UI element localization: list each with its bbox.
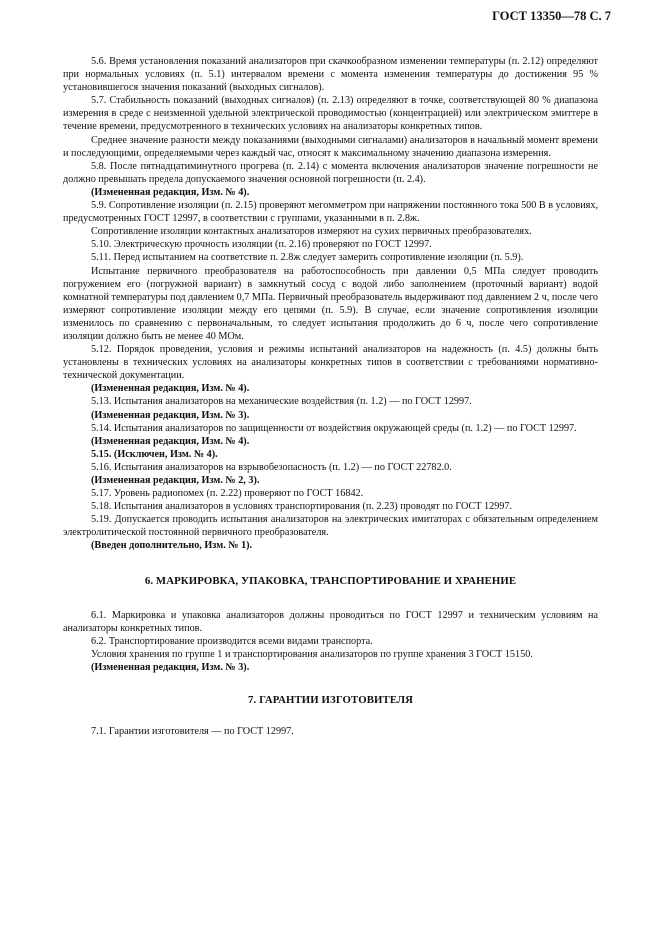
paragraph: 5.7. Стабильность показаний (выходных сигналов) (п. 2.13) определяют в точке, соответствующей 80 % диапазона измерения в среде с неизменной удельной электрической проводимостью (концентрацией) или электрическом эмиттере в течение времени, предусмотренного в технических условиях на анализаторы конкретных типов. — [63, 95, 598, 133]
page-header: ГОСТ 13350—78 С. 7 — [492, 9, 611, 23]
paragraph: 7.1. Гарантии изготовителя — по ГОСТ 12997. — [91, 726, 294, 738]
amendment-note: (Измененная редакция, Изм. № 4). — [91, 186, 250, 198]
paragraph: Испытание первичного преобразователя на работоспособность при давлении 0,5 МПа следует проводить погружением его (погружной вариант) в замкнутый сосуд с водой либо заполнением (проточный вариант) водой комнатной температуры под давлением 0,7 МПа. Первичный преобразователь выдерживают под давлением 2 ч, после чего измеряют сопротивление изоляции между его цепями (п. 5.9). В случае, если значение сопротивления изоляции изменилось по сравнению с первоначальным, то следует испытания продолжить до 6 ч, после чего сопротивление изоляции должно быть не менее 40 МОм. — [63, 265, 598, 342]
paragraph: Среднее значение разности между показаниями (выходными сигналами) анализаторов в начальный момент времени и последующими, определяемыми через каждый час, относят к максимальному значению диапазона измерения. — [63, 134, 598, 159]
section-7-paragraphs — [63, 725, 598, 738]
paragraph: 6.1. Маркировка и упаковка анализаторов должны проводиться по ГОСТ 12997 и техническим условиям на анализаторы конкретных типов. — [63, 609, 598, 634]
section-7-title: 7. ГАРАНТИИ ИЗГОТОВИТЕЛЯ — [247, 694, 414, 707]
amendment-note: (Измененная редакция, Изм. № 3). — [91, 662, 250, 674]
amendment-note: (Измененная редакция, Изм. № 4). — [91, 435, 250, 447]
paragraph: 5.10. Электрическую прочность изоляции (п. 2.16) проверяют по ГОСТ 12997. — [91, 239, 432, 251]
paragraph: 5.8. После пятнадцатиминутного прогрева (п. 2.14) с момента включения анализаторов значение погрешности не должно превышать предела допускаемого значения основной погрешности (п. 2.4). — [63, 160, 598, 185]
paragraph: 5.12. Порядок проведения, условия и режимы испытаний анализаторов на надежность (п. 4.5) должны быть установлены в технических условиях на анализаторы конкретных типов в соответствии с требованиями нормативно-технической документации. — [63, 344, 598, 382]
paragraph: 5.13. Испытания анализаторов на механические воздействия (п. 1.2) — по ГОСТ 12997. — [91, 396, 472, 408]
paragraph: 5.16. Испытания анализаторов на взрывобезопасность (п. 1.2) — по ГОСТ 22782.0. — [91, 461, 452, 473]
amendment-note: (Измененная редакция, Изм. № 4). — [91, 383, 250, 395]
paragraph: 5.19. Допускается проводить испытания анализаторов на электрических имитаторах с обязательным определением электролитической постоянной первичного преобразователя. — [63, 514, 598, 539]
section-5-paragraphs — [63, 55, 598, 553]
paragraph: 5.17. Уровень радиопомех (п. 2.22) проверяют по ГОСТ 16842. — [91, 488, 364, 500]
paragraph: 5.6. Время установления показаний анализаторов при скачкообразном изменении температуры (п. 2.12) определяют при нормальных условиях (п. 5.1) интервалом времени с момента изменения температуры до достижения 95 % установившегося значения показаний (выходных сигналов). — [63, 56, 598, 94]
paragraph: 5.18. Испытания анализаторов в условиях транспортирования (п. 2.23) проводят по ГОСТ 12997. — [91, 501, 513, 513]
section-6-paragraphs — [63, 609, 598, 674]
paragraph: 5.11. Перед испытанием на соответствие п. 2.8ж следует замерить сопротивление изоляции (п. 5.9). — [91, 252, 524, 264]
amendment-note: (Измененная редакция, Изм. № 3). — [91, 409, 250, 421]
amendment-note: 5.15. (Исключен, Изм. № 4). — [91, 448, 218, 460]
section-6-title: 6. МАРКИРОВКА, УПАКОВКА, ТРАНСПОРТИРОВАНИЕ И ХРАНЕНИЕ — [144, 574, 517, 587]
document-body — [63, 55, 598, 738]
paragraph: 5.9. Сопротивление изоляции (п. 2.15) проверяют мегомметром при напряжении постоянного тока 500 В в условиях, предусмотренных ГОСТ 12997, в соответствии с группами, указанными в п. 2.8ж. — [63, 200, 598, 225]
amendment-note: (Измененная редакция, Изм. № 2, 3). — [91, 475, 260, 486]
paragraph: Сопротивление изоляции контактных анализаторов измеряют на сухих первичных преобразователях. — [91, 226, 532, 238]
paragraph: 6.2. Транспортирование производится всеми видами транспорта. — [91, 635, 373, 647]
amendment-note: (Введен дополнительно, Изм. № 1). — [91, 540, 253, 552]
paragraph: Условия хранения по группе 1 и транспортирования анализаторов по группе хранения 3 ГОСТ 15150. — [91, 648, 533, 660]
paragraph: 5.14. Испытания анализаторов по защищенности от воздействия окружающей среды (п. 1.2) — по ГОСТ 12997. — [91, 422, 577, 434]
